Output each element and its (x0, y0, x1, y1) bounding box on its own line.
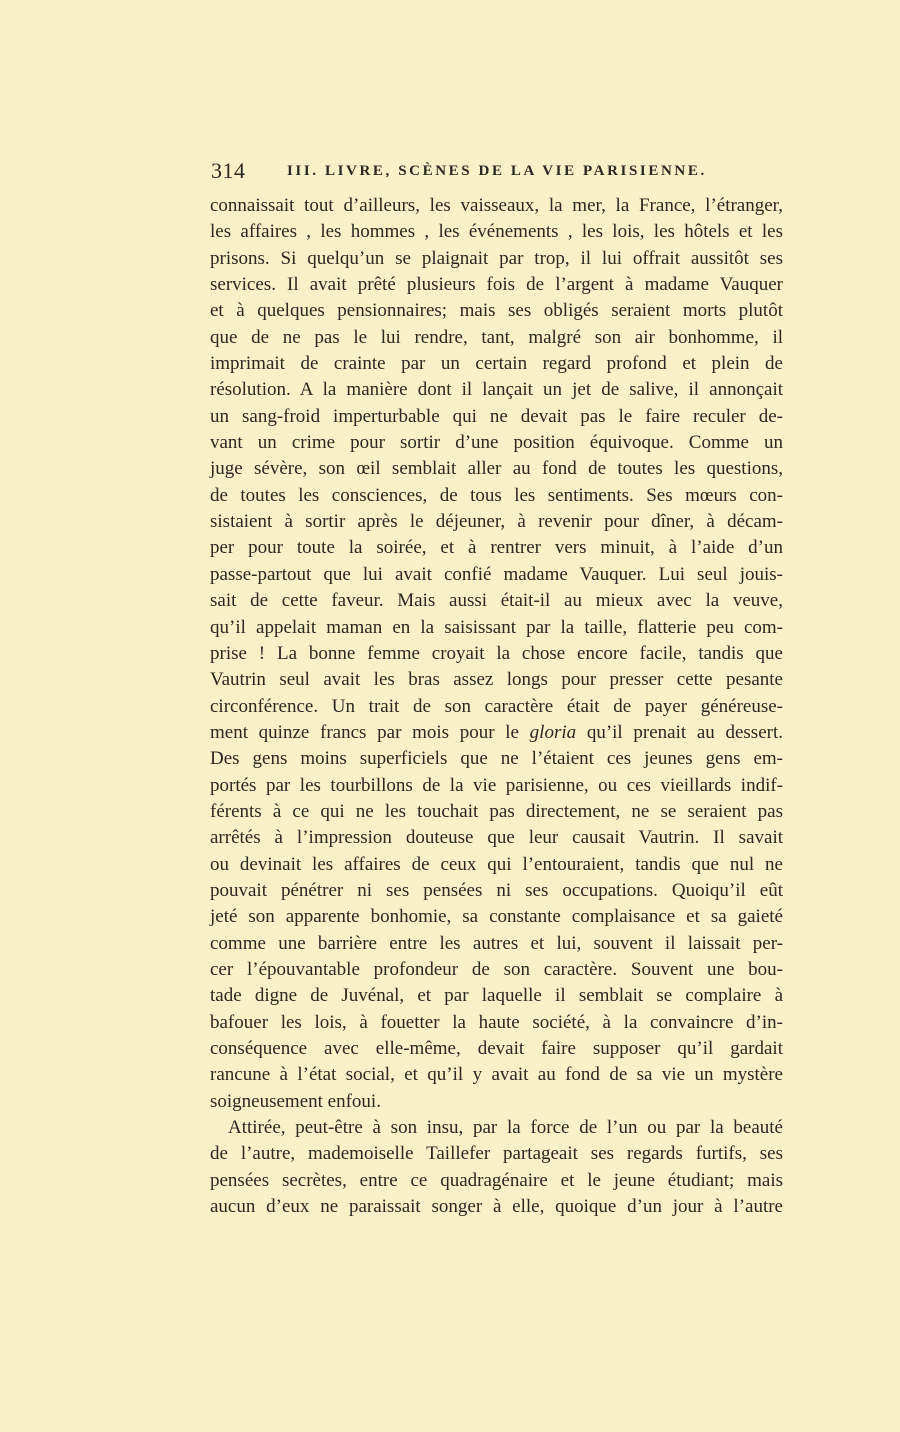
text-line: et à quelques pensionnaires; mais ses obligés seraient morts plutôt (210, 300, 783, 322)
page-number: 314 (211, 158, 246, 183)
text-line: de l’autre, mademoiselle Taillefer partageait ses regards furtifs, ses (210, 1143, 783, 1165)
text-line: que de ne pas le lui rendre, tant, malgré son air bonhomme, il (210, 326, 783, 348)
italic-word: gloria (529, 721, 577, 743)
text-line: prisons. Si quelqu’un se plaignait par trop, il lui offrait aussitôt ses (210, 247, 783, 269)
text-line: rancune à l’état social, et qu’il y avait au fond de sa vie un mystère (210, 1064, 783, 1086)
text-line: ou devinait les affaires de ceux qui l’entouraient, tandis que nul ne (210, 853, 783, 875)
text-line: services. Il avait prêté plusieurs fois de l’argent à madame Vauquer (210, 274, 783, 296)
text-line: un sang-froid imperturbable qui ne devait pas le faire reculer de- (210, 405, 783, 427)
text-line: circonférence. Un trait de son caractère était de payer généreuse- (210, 695, 783, 717)
text-line: aucun d’eux ne paraissait songer à elle, quoique d’un jour à l’autre (210, 1196, 783, 1218)
text-line: Vautrin seul avait les bras assez longs pour presser cette pesante (210, 669, 783, 691)
text-line: qu’il appelait maman en la saisissant par la taille, flatterie peu com- (210, 616, 783, 638)
text-line: soigneusement enfoui. (210, 1090, 381, 1112)
text-line: pensées secrètes, entre ce quadragénaire et le jeune étudiant; mais (210, 1169, 783, 1191)
text-line: sait de cette faveur. Mais aussi était-il au mieux avec la veuve, (210, 590, 783, 612)
text-line: pouvait pénétrer ni ses pensées ni ses occupations. Quoiqu’il eût (210, 879, 783, 901)
text-line: tade digne de Juvénal, et par laquelle il semblait se complaire à (210, 985, 783, 1007)
text-line: Attirée, peut-être à son insu, par la force de l’un ou par la beauté (228, 1117, 783, 1139)
text-line (210, 720, 783, 746)
text-line: arrêtés à l’impression douteuse que leur causait Vautrin. Il savait (210, 827, 783, 849)
text-segment: qu’il prenait au dessert. (576, 721, 783, 743)
text-line: férents à ce qui ne les touchait pas directement, ne se seraient pas (210, 800, 783, 822)
text-segment: ment quinze francs par mois pour le (210, 721, 530, 743)
text-line: cer l’épouvantable profondeur de son caractère. Souvent une bou- (210, 958, 783, 980)
page-body-text (210, 193, 783, 1220)
text-line: conséquence avec elle-même, devait faire supposer qu’il gardait (210, 1038, 783, 1059)
text-line: jeté son apparente bonhomie, sa constante complaisance et sa gaieté (210, 906, 783, 928)
text-line: juge sévère, son œil semblait aller au fond de toutes les questions, (210, 458, 783, 480)
text-line: connaissait tout d’ailleurs, les vaisseaux, la mer, la France, l’étranger, (210, 195, 783, 216)
text-line: de toutes les consciences, de tous les sentiments. Ses mœurs con- (210, 484, 783, 506)
running-head: III. LIVRE, SCÈNES DE LA VIE PARISIENNE. (287, 163, 707, 179)
text-line: prise ! La bonne femme croyait la chose encore facile, tandis que (210, 642, 783, 664)
text-line: bafouer les lois, à fouetter la haute société, à la convaincre d’in- (210, 1011, 783, 1033)
text-line: per pour toute la soirée, et à rentrer vers minuit, à l’aide d’un (210, 537, 783, 559)
text-line: passe-partout que lui avait confié madame Vauquer. Lui seul jouis- (210, 563, 783, 585)
text-line: imprimait de crainte par un certain regard profond et plein de (210, 353, 783, 375)
text-line: sistaient à sortir après le déjeuner, à revenir pour dîner, à décam- (210, 511, 783, 533)
text-line: vant un crime pour sortir d’une position équivoque. Comme un (210, 432, 783, 454)
text-line: portés par les tourbillons de la vie parisienne, ou ces vieillards indif- (210, 774, 783, 796)
text-line: Des gens moins superficiels que ne l’étaient ces jeunes gens em- (210, 748, 783, 770)
page-header (211, 158, 783, 184)
text-line: résolution. A la manière dont il lançait un jet de salive, il annonçait (210, 379, 783, 401)
text-line: les affaires , les hommes , les événements , les lois, les hôtels et les (210, 221, 783, 243)
text-line: comme une barrière entre les autres et lui, souvent il laissait per- (210, 932, 783, 954)
